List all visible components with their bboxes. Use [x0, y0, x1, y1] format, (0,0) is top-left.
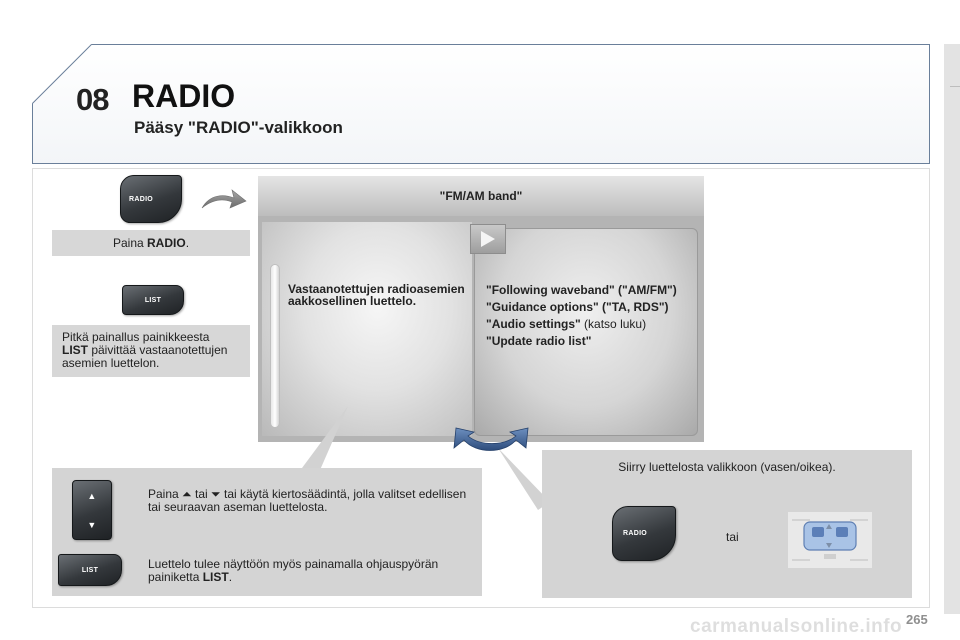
menu-item-label: "Following waveband" ("AM/FM") — [486, 283, 677, 297]
or-label: tai — [726, 530, 739, 544]
arrow-right-icon — [200, 186, 248, 212]
menu-item-following-waveband[interactable] — [486, 282, 700, 299]
menu-item-label: "Audio settings" — [486, 317, 581, 331]
page-subtitle: Pääsy "RADIO"-valikkoon — [134, 118, 343, 137]
radio-button[interactable]: RADIO — [120, 175, 182, 223]
menu-item-label: "Guidance options" ("TA, RDS") — [486, 300, 669, 314]
steering-list-caption — [148, 558, 468, 584]
caption-period: . — [185, 236, 190, 250]
up-arrow-icon: ⏶ — [182, 487, 192, 501]
radio-button[interactable]: RADIO — [612, 506, 676, 561]
list-button[interactable]: LIST — [122, 285, 184, 315]
menu-item-label: "Update radio list" — [486, 334, 592, 348]
up-down-caption — [148, 488, 468, 514]
play-icon — [481, 231, 495, 247]
caption-text: päivittää vastaanotettujen asemien luettelon. — [62, 343, 228, 370]
watermark: carmanualsonline.info — [690, 616, 903, 637]
page-number: 265 — [906, 612, 928, 627]
caption-key: LIST — [62, 343, 88, 357]
swap-arrows-icon — [452, 420, 532, 456]
caption-period: . — [228, 570, 233, 584]
caption-key: LIST — [202, 570, 229, 584]
caption-text: Pitkä painallus painikkeesta — [62, 330, 210, 344]
chapter-number: 08 — [76, 82, 109, 117]
caption-text: Paina — [148, 487, 179, 501]
press-radio-caption — [52, 230, 250, 256]
up-down-button[interactable] — [72, 480, 112, 540]
menu-item-audio-settings[interactable] — [486, 316, 700, 333]
steering-list-button[interactable]: LIST — [58, 554, 122, 586]
page-title: RADIO — [132, 78, 236, 114]
menu-switch-caption: Siirry luettelosta valikkoon (vasen/oikea). — [618, 460, 836, 474]
menu-list — [486, 282, 700, 350]
side-tab-strip — [944, 44, 960, 614]
up-arrow-icon: ▲ — [87, 490, 97, 501]
screen-header-label: FM/AM band — [445, 189, 517, 203]
caption-key: RADIO — [147, 236, 186, 250]
screen-header — [258, 176, 704, 216]
caption-text: tai käytä kiertosäädintä, jolla valitset edellisen tai seuraavan aseman luettelosta. — [148, 487, 467, 514]
caption-text: Luettelo tulee näyttöön myös painamalla ohjauspyörän painiketta — [148, 557, 439, 584]
caption-text: Paina — [112, 236, 144, 250]
quote-close: " — [516, 189, 523, 203]
side-tab-divider — [950, 86, 960, 87]
rotary-control-icon[interactable] — [788, 512, 872, 568]
long-press-caption — [52, 325, 250, 377]
menu-item-update-radio-list[interactable] — [486, 333, 700, 350]
down-arrow-icon: ▼ — [87, 519, 97, 530]
caption-text: tai — [195, 487, 208, 501]
menu-item-note: (katso luku) — [580, 317, 647, 331]
station-list-description: Vastaanotettujen radioasemien aakkosellinen luettelo. — [288, 282, 465, 308]
menu-item-guidance-options[interactable] — [486, 299, 700, 316]
down-arrow-icon: ⏷ — [211, 487, 221, 501]
quote-open: " — [439, 189, 446, 203]
